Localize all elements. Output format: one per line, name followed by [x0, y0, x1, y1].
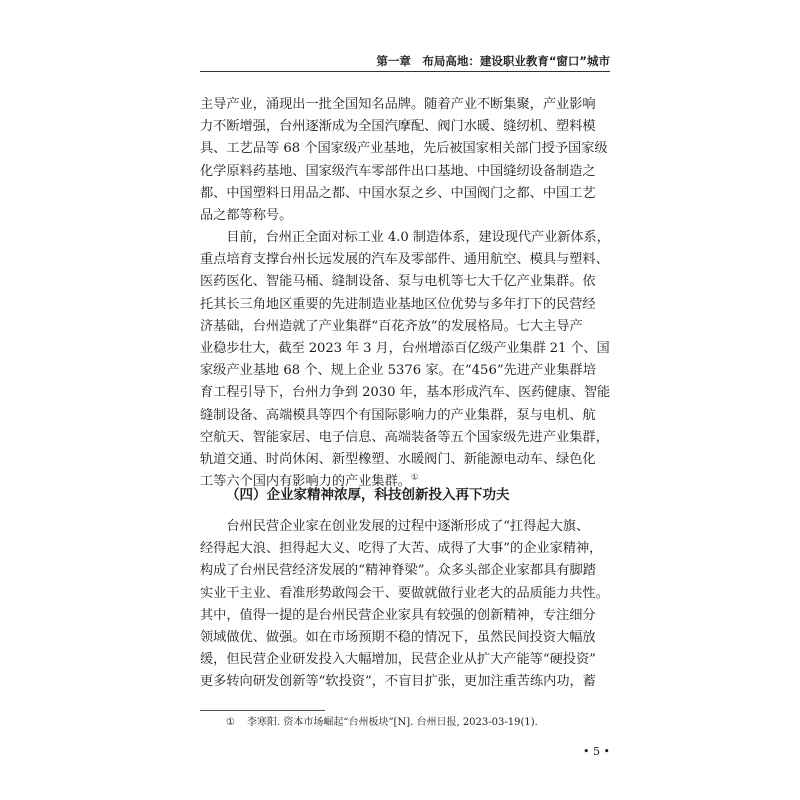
text-line: 医药医化、智能马桶、缝制设备、泵与电机等七大千亿产业集群。依: [200, 274, 596, 290]
text-line: 更多转向研发创新等“软投资”，不盲目扩张，更加注重苦练内功，蓄: [200, 674, 596, 690]
paragraph-3: [200, 516, 610, 694]
text-line: 空航天、智能家居、电子信息、高端装备等五个国家级先进产业集群，: [200, 429, 609, 445]
text-line: 家级产业基地 68 个、规上企业 5376 家。在“456”先进产业集群培: [200, 363, 596, 379]
text-line: 缝制设备、高端模具等四个有国际影响力的产业集群，泵与电机、航: [200, 407, 596, 423]
running-header: 第一章 布局高地：建设职业教育“窗口”城市: [376, 54, 610, 68]
section-subheading: （四）企业家精神浓厚，科技创新投入再下功夫: [226, 487, 510, 503]
text-line: 工等六个国内有影响力的产业集群。: [200, 474, 411, 490]
footnote-rule: [200, 710, 325, 711]
text-line: 轨道交通、时尚休闲、新型橡塑、水暖阀门、新能源电动车、绿色化: [200, 451, 596, 467]
paragraph-2: [200, 227, 610, 493]
footnote-text: 李寒阳. 资本市场崛起“台州板块”[N]. 台州日报, 2023-03-19(1).: [246, 717, 538, 728]
text-line: 目前，台州正全面对标工业 4.0 制造体系，建设现代产业新体系，: [200, 230, 610, 245]
header-rule: [200, 71, 610, 72]
text-line: 领域做优、做强。如在市场预期不稳的情况下，虽然民间投资大幅放: [200, 629, 596, 645]
text-line: 力不断增强，台州逐渐成为全国汽摩配、阀门水暖、缝纫机、塑料模: [200, 119, 596, 135]
text-line: 重点培育支撑台州长远发展的汽车及零部件、通用航空、模具与塑料、: [200, 252, 609, 268]
text-line: 都、中国塑料日用品之都、中国水泵之乡、中国阀门之都、中国工艺: [200, 185, 596, 201]
text-line: 其中，值得一提的是台州民营企业家具有较强的创新精神，专注细分: [200, 607, 596, 623]
text-line: 济基础，台州造就了产业集群“百花齐放”的发展格局。七大主导产: [200, 318, 583, 334]
text-line: 具、工艺品等 68 个国家级产业基地，先后被国家相关部门授予国家级: [200, 141, 608, 157]
text-line: 台州民营企业家在创业发展的过程中逐渐形成了“扛得起大旗、: [200, 519, 590, 534]
paragraph-1: [200, 94, 610, 227]
text-line: 缓，但民营企业研发投入大幅增加，民营企业从扩大产能等“硬投资”: [200, 652, 596, 668]
text-line: 实业干主业、看准形势敢闯会干、要做就做行业老大的品质能力共性。: [200, 585, 609, 601]
footnote-reference[interactable]: ①: [411, 472, 419, 482]
text-line: 经得起大浪、担得起大义、吃得了大苦、成得了大事”的企业家精神，: [200, 541, 603, 557]
footnote: [226, 716, 610, 730]
footnote-marker: ①: [226, 717, 235, 728]
text-line: 化学原料药基地、国家级汽车零部件出口基地、中国缝纫设备制造之: [200, 163, 596, 179]
text-line: 托其长三角地区重要的先进制造业基地区位优势与多年打下的民营经: [200, 296, 596, 312]
text-line: 构成了台州民营经济发展的“精神脊梁”。众多头部企业家都具有脚踏: [200, 563, 596, 579]
text-line: 品之都等称号。: [200, 207, 293, 223]
text-line: 主导产业，涌现出一批全国知名品牌。随着产业不断集聚，产业影响: [200, 97, 596, 112]
text-line: 育工程引导下，台州力争到 2030 年，基本形成汽车、医药健康、智能: [200, 385, 610, 401]
page-number: • 5 •: [583, 745, 610, 758]
text-line: 业稳步壮大，截至 2023 年 3 月，台州增添百亿级产业集群 21 个、国: [200, 340, 610, 356]
